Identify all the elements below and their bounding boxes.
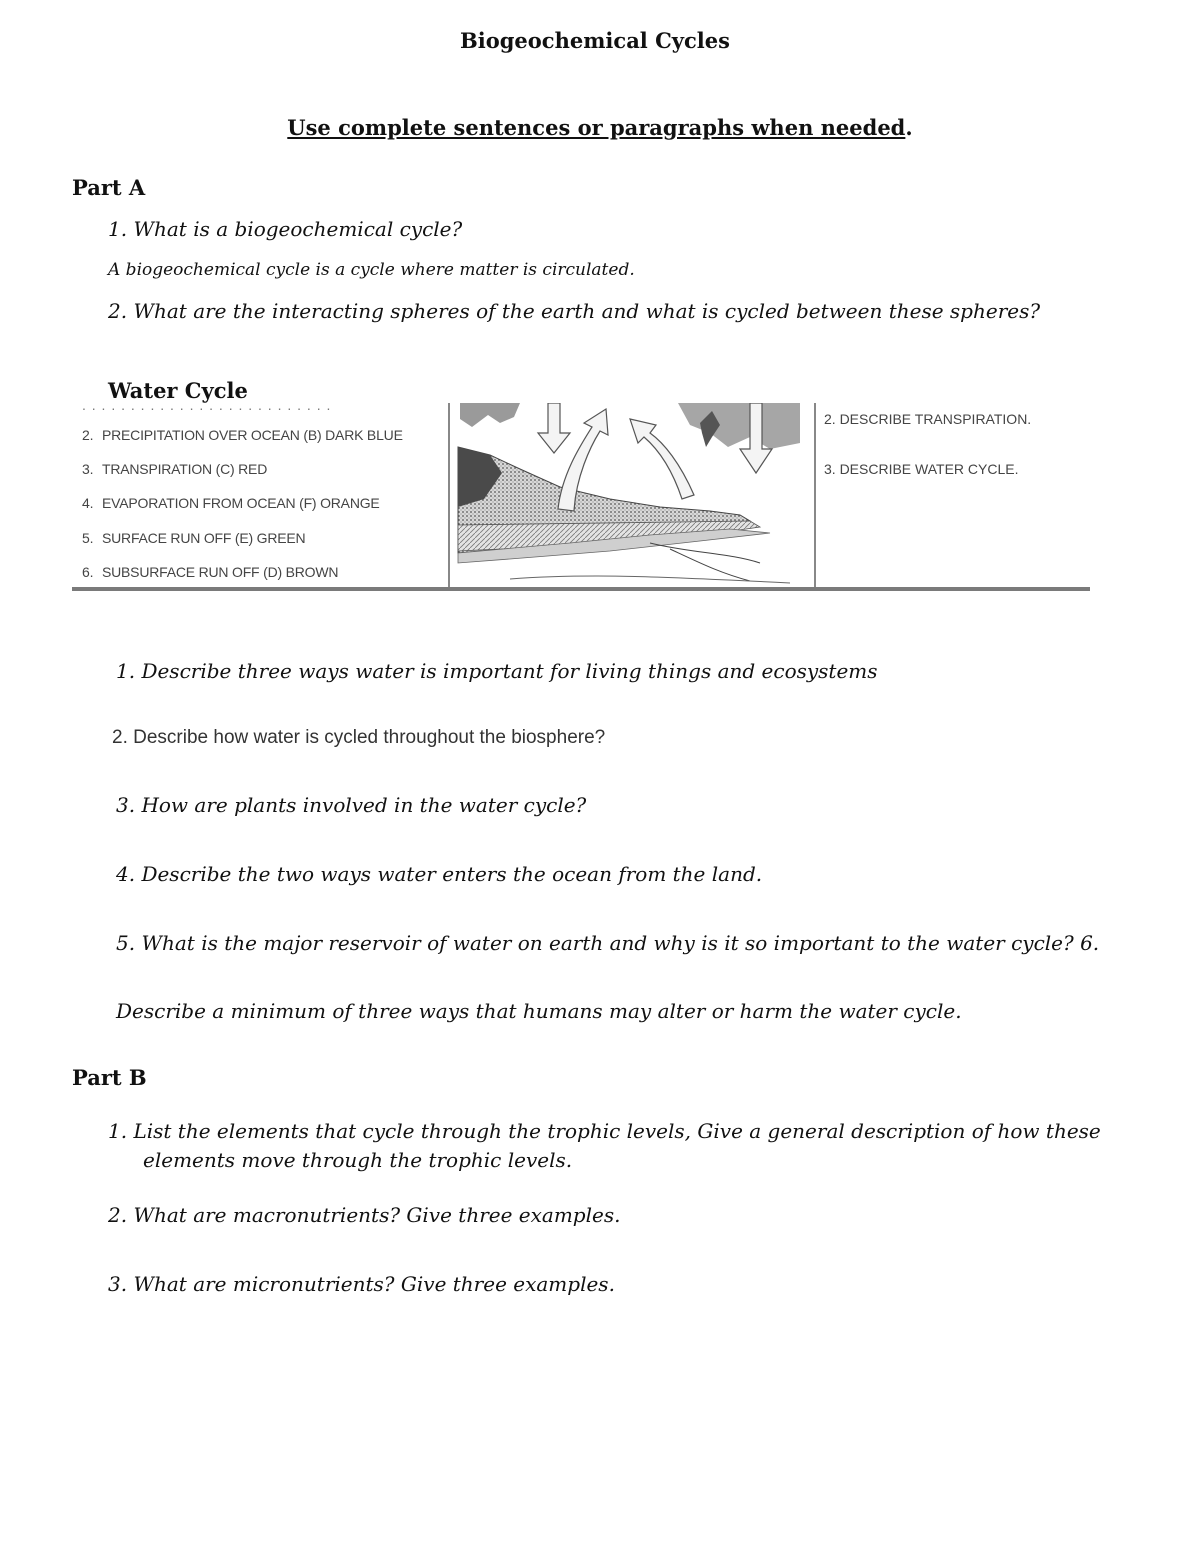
water-cycle-diagram — [450, 403, 816, 589]
part-a-question-2: 2. What are the interacting spheres of the earth and what is cycled between these spheres? — [108, 299, 1041, 323]
legend-item: 6. SUBSURFACE RUN OFF (D) BROWN — [82, 564, 339, 580]
part-b-question-1-continued: elements move through the trophic levels. — [143, 1148, 573, 1172]
legend-item: 2. PRECIPITATION OVER OCEAN (B) DARK BLUE — [82, 427, 403, 443]
water-question-1: 1. Describe three ways water is important for living things and ecosystems — [116, 659, 878, 683]
figure-prompt-water-cycle: 3. DESCRIBE WATER CYCLE. — [824, 461, 1019, 477]
part-a-heading: Part A — [72, 175, 146, 200]
instructions-period: . — [905, 115, 913, 140]
legend-item: 3. TRANSPIRATION (C) RED — [82, 461, 268, 477]
part-a-answer-1: A biogeochemical cycle is a cycle where matter is circulated. — [108, 260, 635, 280]
water-question-4: 4. Describe the two ways water enters the ocean from the land. — [116, 862, 763, 886]
part-b-question-3: 3. What are micronutrients? Give three examples. — [108, 1272, 615, 1296]
figure-prompt-transpiration: 2. DESCRIBE TRANSPIRATION. — [824, 411, 1032, 427]
legend-item: 5. SURFACE RUN OFF (E) GREEN — [82, 530, 306, 546]
water-question-2: 2. Describe how water is cycled throughout the biosphere? — [112, 727, 606, 748]
instructions — [0, 115, 1200, 140]
figure-prompts-panel — [816, 403, 1090, 589]
part-b-question-1: 1. List the elements that cycle through the trophic levels, Give a general description of how these — [108, 1119, 1101, 1143]
figure-legend-panel — [72, 403, 450, 589]
part-b-question-2: 2. What are macronutrients? Give three examples. — [108, 1203, 621, 1227]
legend-item: 4. EVAPORATION FROM OCEAN (F) ORANGE — [82, 495, 380, 511]
document-title: Biogeochemical Cycles — [460, 28, 730, 53]
water-question-5: 5. What is the major reservoir of water on earth and why is it so important to the water cycle? 6. — [116, 931, 1100, 955]
part-a-question-1: 1. What is a biogeochemical cycle? — [108, 217, 463, 241]
part-b-heading: Part B — [72, 1065, 147, 1090]
cropped-legend-line: . . . . . . . . . . . . . . . . . . . . . . . . . . — [82, 403, 332, 413]
figure-border — [72, 587, 1090, 591]
water-cycle-illustration — [450, 403, 814, 589]
water-cycle-heading: Water Cycle — [108, 378, 248, 403]
water-question-6: Describe a minimum of three ways that humans may alter or harm the water cycle. — [116, 999, 962, 1023]
water-cycle-figure — [72, 403, 1090, 593]
water-question-3: 3. How are plants involved in the water cycle? — [116, 793, 587, 817]
instructions-text: Use complete sentences or paragraphs when needed — [287, 115, 906, 140]
